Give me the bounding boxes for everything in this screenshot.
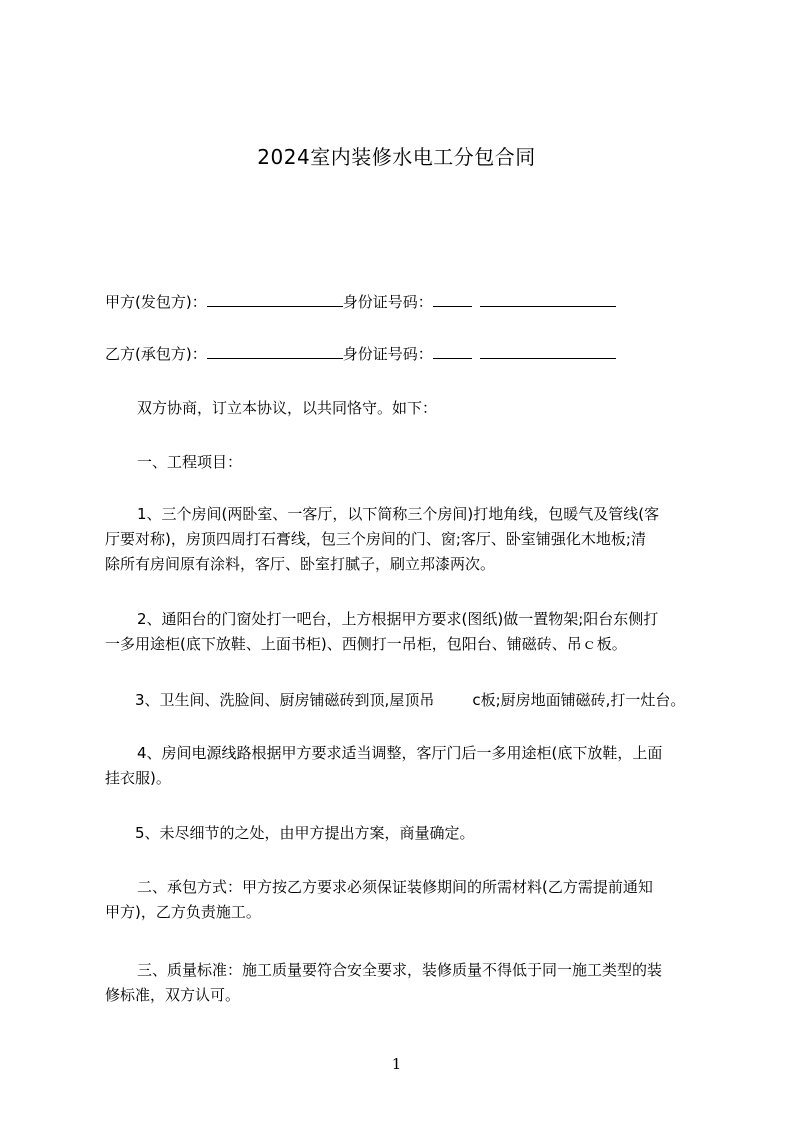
party-a-id-blank-2 <box>480 292 616 307</box>
party-b-id-blank-2 <box>480 344 616 359</box>
section-3-paragraph <box>105 958 701 1008</box>
item-1-paragraph <box>105 502 701 577</box>
item-2-line-2: 一多用途柜(底下放鞋、上面书柜)、西侧打一吊柜，包阳台、铺磁砖、吊ｃ板。 <box>105 635 627 653</box>
item-2-paragraph <box>105 607 701 657</box>
party-a-id-label: 身份证号码： <box>342 293 433 311</box>
party-b-line <box>105 342 701 367</box>
document-title: 2024室内装修水电工分包合同 <box>257 145 536 169</box>
intro-paragraph: 双方协商，订立本协议，以共同恪守。如下： <box>137 399 438 417</box>
item-1-line-1: 1、三个房间(两卧室、一客厅，以下简称三个房间)打地角线，包暖气及管线(客 <box>137 505 660 523</box>
party-a-name-blank <box>207 292 343 307</box>
item-3-part-1: 3、卫生间、洗脸间、厨房铺磁砖到顶,屋顶吊 <box>135 691 435 709</box>
section-2-line-1: 二、承包方式：甲方按乙方要求必须保证装修期间的所需材料(乙方需提前通知 <box>137 878 653 896</box>
item-1-line-3: 除所有房间原有涂料，客厅、卧室打腻子，刷立邦漆两次。 <box>105 555 496 573</box>
party-a-line <box>105 290 701 315</box>
party-b-id-label: 身份证号码： <box>342 345 433 363</box>
item-5-paragraph: 5、未尽细节的之处，由甲方提出方案，商量确定。 <box>135 824 475 842</box>
item-3-part-2: c板;厨房地面铺磁砖,打一灶台。 <box>472 691 686 709</box>
section-2-paragraph <box>105 875 701 925</box>
item-4-line-2: 挂衣服)。 <box>105 769 171 787</box>
item-4-line-1: 4、房间电源线路根据甲方要求适当调整，客厅门后一多用途柜(底下放鞋，上面 <box>137 744 663 762</box>
party-b-name-blank <box>207 344 343 359</box>
item-4-paragraph <box>105 741 701 791</box>
party-a-label: 甲方(发包方)： <box>105 293 207 311</box>
item-2-line-1: 2、通阳台的门窗处打一吧台，上方根据甲方要求(图纸)做一置物架;阳台东侧打 <box>137 610 659 628</box>
party-b-label: 乙方(承包方)： <box>105 345 207 363</box>
section-1-heading: 一、工程项目： <box>137 453 243 471</box>
section-2-line-2: 甲方)，乙方负责施工。 <box>105 903 261 921</box>
page-number: 1 <box>391 1055 402 1073</box>
item-1-line-2: 厅要对称)，房顶四周打石膏线，包三个房间的门、窗;客厅、卧室铺强化木地板;清 <box>105 530 646 548</box>
section-3-line-2: 修标准，双方认可。 <box>105 986 241 1004</box>
item-3-paragraph <box>105 688 731 713</box>
party-a-id-blank-1 <box>433 292 472 307</box>
party-b-id-blank-1 <box>433 344 472 359</box>
section-3-line-1: 三、质量标准：施工质量要符合安全要求，装修质量不得低于同一施工类型的装 <box>137 961 663 979</box>
